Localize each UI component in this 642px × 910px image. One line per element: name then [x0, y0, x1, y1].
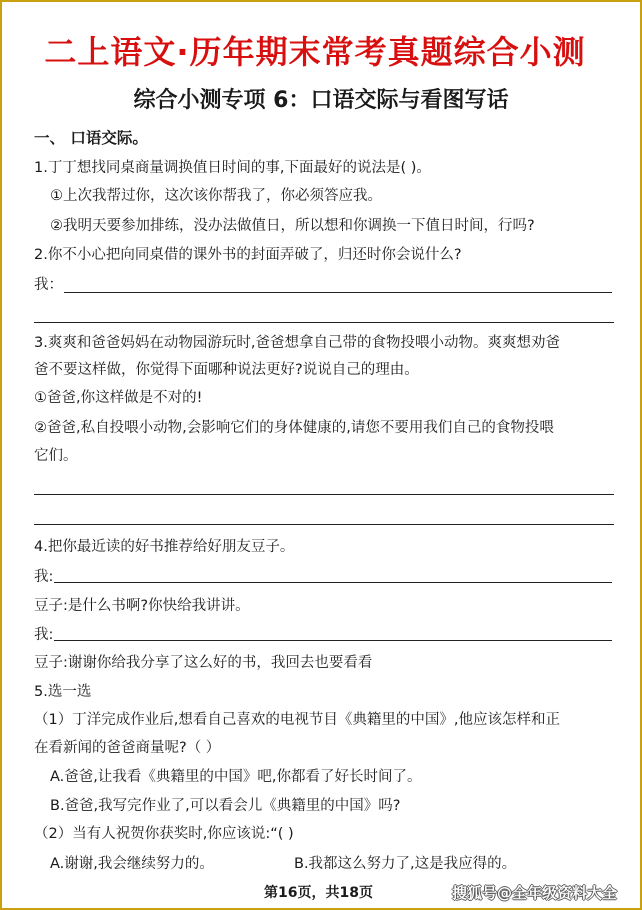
question-5-1-option-a: A.爸爸,让我看《典籍里的中国》吧,你都看了好长时间了。	[50, 769, 422, 785]
question-3-option-2-line-1: ②爸爸,私自投喂小动物,会影响它们的身体健康的,请您不要用我们自己的食物投喂	[34, 420, 554, 436]
watermark: 搜狐号@全年级资料大全	[452, 884, 618, 902]
question-3-line-2: 爸不要这样做，你觉得下面哪种说法更好?说说自己的理由。	[34, 362, 419, 378]
question-5: 5.选一选	[34, 684, 92, 700]
question-5-1-option-b: B.爸爸,我写完作业了,可以看会儿《典籍里的中国》吗?	[50, 798, 401, 814]
answer-line[interactable]	[54, 582, 612, 583]
question-1: 1.丁丁想找同桌商量调换值日时间的事,下面最好的说法是( )。	[34, 160, 431, 176]
question-5-1-line-2: 在看新闻的爸爸商量呢?（ ）	[34, 740, 221, 756]
dialogue-douzi: 豆子:谢谢你给我分享了这么好的书，我回去也要看看	[34, 655, 373, 671]
question-5-2: （2）当有人祝贺你获奖时,你应该说:“( )	[34, 826, 294, 842]
page-subtitle: 综合小测专项 6：口语交际与看图写话	[133, 88, 509, 113]
answer-line[interactable]	[34, 524, 614, 525]
question-5-2-option-b: B.我都这么努力了,这是我应得的。	[294, 856, 517, 872]
answer-line[interactable]	[64, 292, 612, 293]
question-3-line-1: 3.爽爽和爸爸妈妈在动物园游玩时,爸爸想拿自己带的食物投喂小动物。爽爽想劝爸	[34, 335, 560, 351]
page-title: 二上语文·历年期末常考真题综合小测	[44, 33, 586, 71]
question-4: 4.把你最近读的好书推荐给好朋友豆子。	[34, 539, 295, 555]
question-5-2-option-a: A.谢谢,我会继续努力的。	[50, 856, 214, 872]
question-3-option-1: ①爸爸,你这样做是不对的!	[34, 390, 203, 406]
question-2-answer-label: 我：	[34, 277, 63, 293]
question-1-option-2: ②我明天要参加排练，没办法做值日，所以想和你调换一下值日时间，行吗?	[50, 218, 535, 234]
question-3-option-2-line-2: 它们。	[34, 448, 78, 464]
dialogue-me-label: 我:	[34, 627, 54, 643]
answer-line[interactable]	[34, 322, 614, 323]
question-1-option-1: ①上次我帮过你，这次该你帮我了，你必须答应我。	[50, 188, 382, 204]
answer-line[interactable]	[54, 640, 612, 641]
question-2: 2.你不小心把向同桌借的课外书的封面弄破了，归还时你会说什么?	[34, 247, 462, 263]
answer-line[interactable]	[34, 494, 614, 495]
page-number: 第16页，共18页	[264, 885, 373, 901]
dialogue-douzi: 豆子:是什么书啊?你快给我讲讲。	[34, 598, 250, 614]
section-heading: 一、 口语交际。	[34, 129, 148, 147]
question-5-1-line-1: （1）丁洋完成作业后,想看自己喜欢的电视节目《典籍里的中国》,他应该怎样和正	[34, 712, 560, 728]
dialogue-me-label: 我:	[34, 569, 54, 585]
